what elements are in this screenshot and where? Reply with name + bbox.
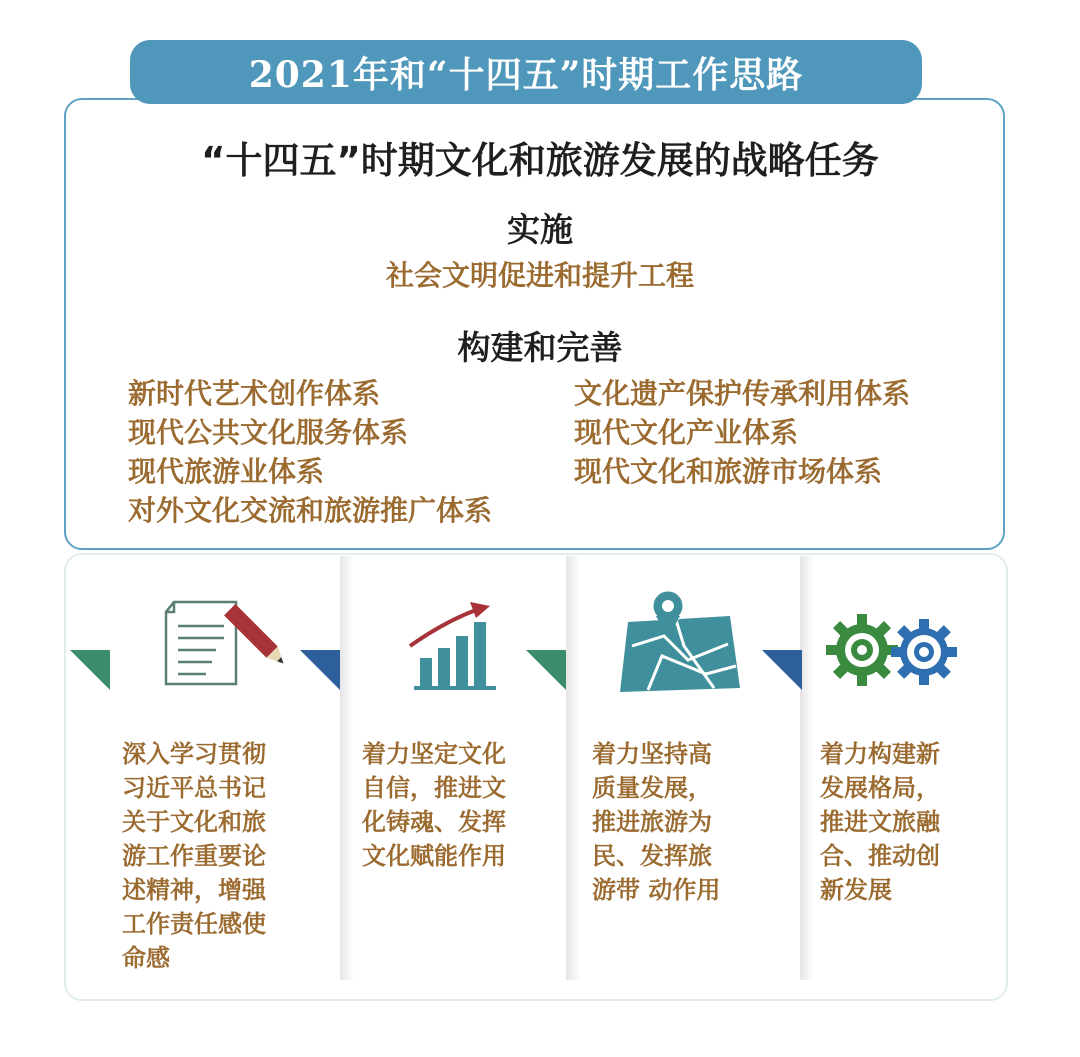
green-triangle-marker bbox=[526, 650, 566, 690]
section-heading-build: 构建和完善 bbox=[457, 328, 623, 367]
column-line: 习近平总书记 bbox=[122, 774, 266, 802]
column-line: 命感 bbox=[122, 944, 170, 972]
system-item: 现代旅游业体系 bbox=[128, 455, 325, 488]
document-pencil-icon bbox=[162, 598, 292, 690]
column-line: 自信，推进文 bbox=[362, 774, 506, 802]
column-text-3 bbox=[592, 737, 720, 907]
column-text-4 bbox=[820, 737, 940, 907]
map-pin-icon bbox=[618, 586, 742, 696]
system-item: 新时代艺术创作体系 bbox=[128, 377, 381, 410]
column-line: 游带 动作用 bbox=[592, 876, 721, 904]
section-item-implement: 社会文明促进和提升工程 bbox=[385, 259, 694, 292]
banner-title: 2021年和“十四五”时期工作思路 bbox=[130, 40, 922, 104]
growth-chart-icon bbox=[404, 600, 498, 692]
main-title: “十四五”时期文化和旅游发展的战略任务 bbox=[201, 139, 879, 182]
column-divider bbox=[800, 556, 814, 980]
column-text-1 bbox=[122, 737, 266, 975]
blue-triangle-marker bbox=[762, 650, 802, 690]
column-divider bbox=[340, 556, 354, 980]
column-line: 化铸魂、发挥 bbox=[362, 808, 506, 836]
system-item: 文化遗产保护传承利用体系 bbox=[574, 377, 911, 410]
system-item: 现代公共文化服务体系 bbox=[128, 416, 409, 449]
column-line: 述精神，增强 bbox=[122, 876, 266, 904]
system-item: 现代文化和旅游市场体系 bbox=[574, 455, 883, 488]
column-line: 发展格局， bbox=[820, 774, 940, 802]
column-line: 着力坚持高 bbox=[592, 740, 712, 768]
column-text-2 bbox=[362, 737, 506, 873]
system-item: 现代文化产业体系 bbox=[574, 416, 799, 449]
column-line: 民、发挥旅 bbox=[592, 842, 712, 870]
column-line: 工作责任感使 bbox=[122, 910, 266, 938]
column-divider bbox=[566, 556, 580, 980]
column-line: 着力坚定文化 bbox=[362, 740, 506, 768]
gears-icon bbox=[826, 614, 960, 688]
blue-triangle-marker bbox=[300, 650, 340, 690]
section-heading-implement: 实施 bbox=[507, 210, 573, 249]
column-line: 质量发展， bbox=[592, 774, 712, 802]
column-line: 游工作重要论 bbox=[122, 842, 266, 870]
column-line: 着力构建新 bbox=[820, 740, 940, 768]
system-item: 对外文化交流和旅游推广体系 bbox=[128, 494, 493, 527]
column-line: 新发展 bbox=[820, 876, 892, 904]
column-line: 文化赋能作用 bbox=[362, 842, 506, 870]
column-line: 合、推动创 bbox=[820, 842, 940, 870]
column-line: 关于文化和旅 bbox=[122, 808, 266, 836]
column-line: 深入学习贯彻 bbox=[122, 740, 266, 768]
green-triangle-marker bbox=[70, 650, 110, 690]
column-line: 推进旅游为 bbox=[592, 808, 712, 836]
column-line: 推进文旅融 bbox=[820, 808, 940, 836]
